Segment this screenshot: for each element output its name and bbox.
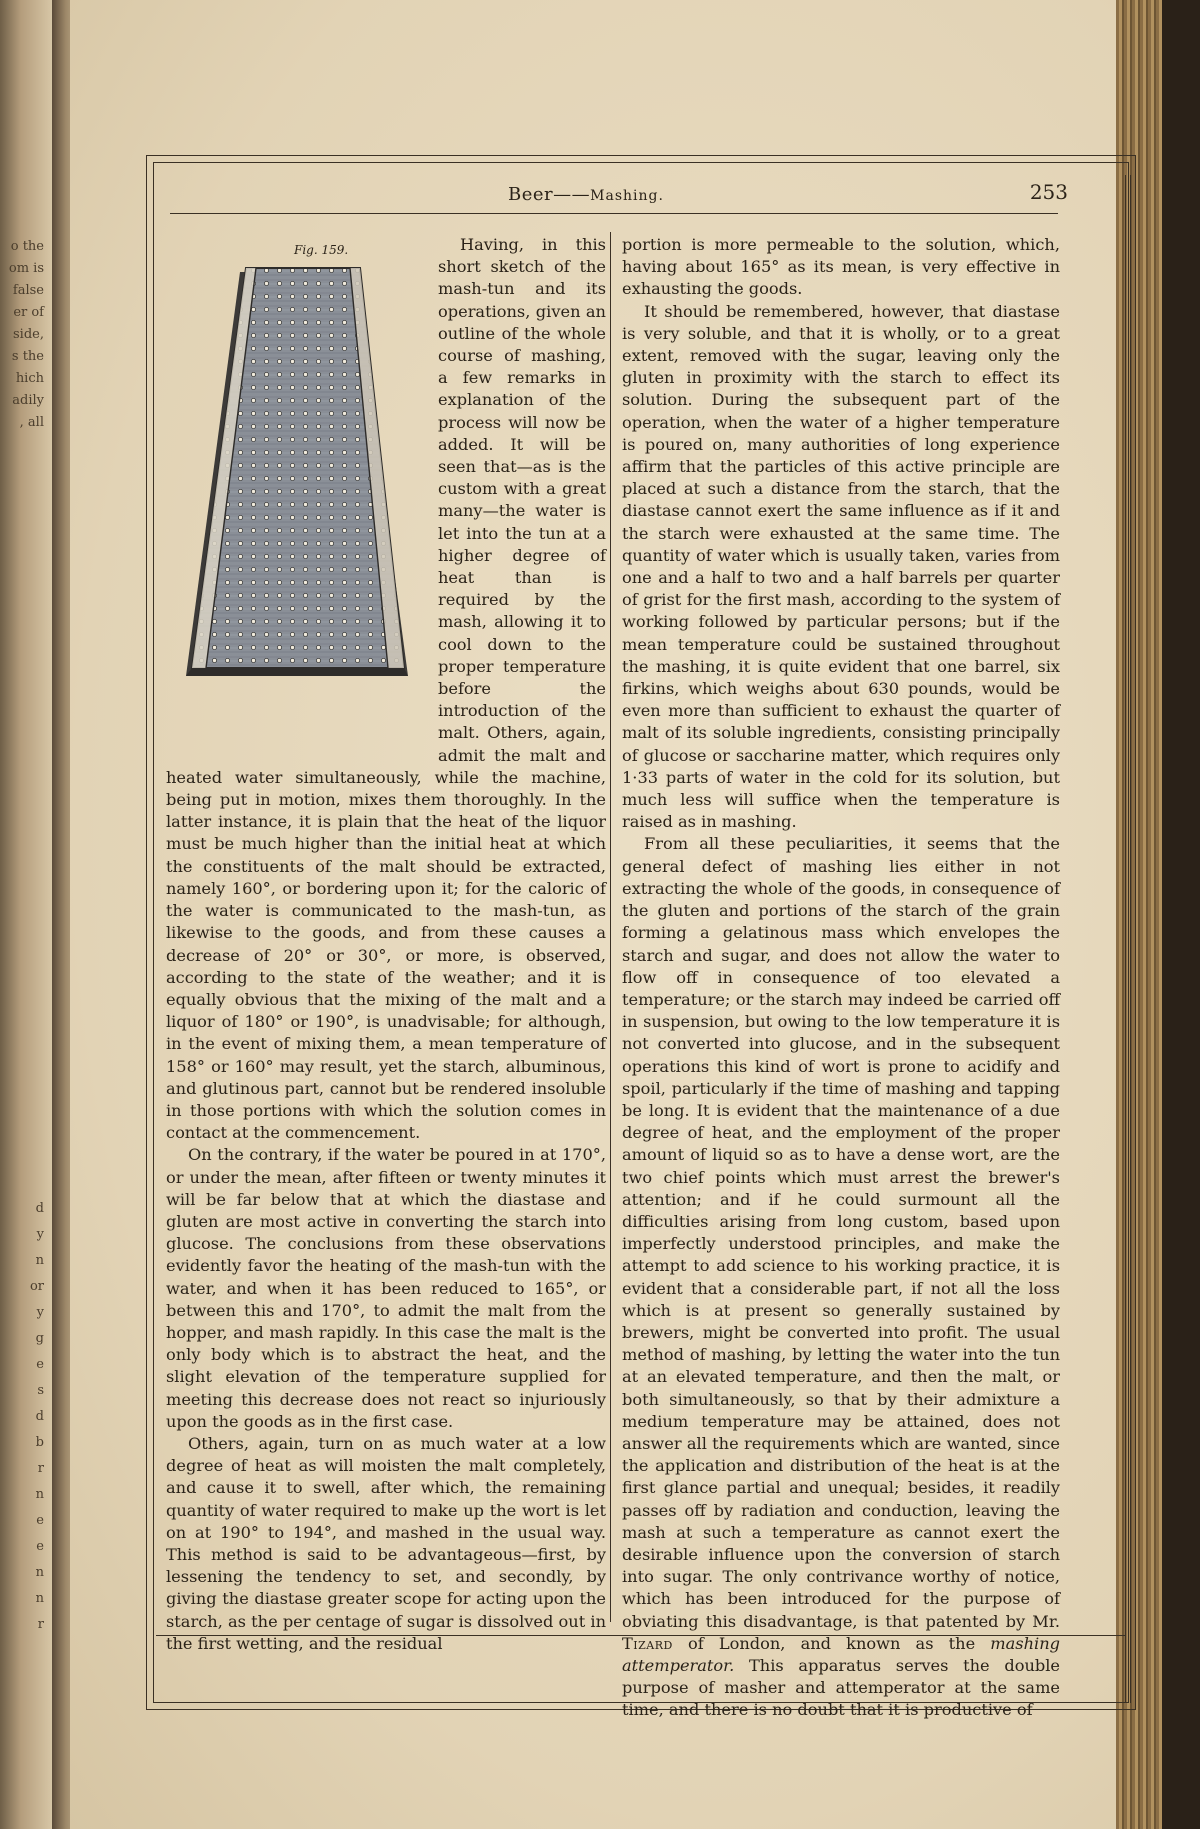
prev-fragment: d — [35, 1409, 44, 1424]
right-paragraph-1: portion is more permeable to the solution, which, having about 165° as its mean, is very effective in exhausting the goods. — [622, 235, 1060, 299]
prev-fragment: side, — [13, 327, 44, 342]
column-divider — [610, 232, 611, 1622]
left-column — [166, 234, 606, 1655]
left-paragraph-2: On the contrary, if the water be poured in at 170°, or under the mean, after fifteen or twenty minutes it will be far below that at which the diastase and gluten are most active in converting the starch into glucose. The conclusions from these observations evidently favor the heating of the mash-tun with the water, and when it has been reduced to 165°, or between this and 170°, to admit the malt from the hopper, and mash rapidly. In this case the malt is the only body which is to abstract the heat, and the slight elevation of the temperature supplied for meeting this decrease does not react so injuriously upon the goods as in the first case. — [166, 1145, 606, 1431]
prev-fragment: n — [35, 1591, 44, 1606]
prev-fragment: s the — [11, 349, 44, 364]
right-paragraph-3-text-c: This apparatus serves the double purpose of masher and attemperator at the same time, and there is no doubt that it is productive of — [622, 1656, 1060, 1720]
prev-fragment: o the — [10, 239, 44, 254]
prev-fragment: d — [35, 1201, 44, 1216]
prev-fragment: s — [37, 1383, 44, 1398]
prev-fragment: e — [36, 1513, 44, 1528]
figure-label: Fig. 159. — [294, 243, 349, 257]
running-title-mashing: Mashing. — [590, 188, 664, 204]
right-paragraph-3-text-b: of London, and known as the — [672, 1633, 991, 1653]
left-paragraph-3: Others, again, turn on as much water at a low degree of heat as will moisten the malt completely, and cause it to swell, after which, the remaining quantity of water required to make up the wort is let on at 190° to 194°, and mashed in the usual way. This method is said to be advantageous—first, by lessening the tendency to set, and secondly, by giving the diastase greater scope for acting upon the starch, as the per centage of sugar is dissolved out in the first wetting, and the residual — [166, 1433, 606, 1653]
prev-fragment: g — [35, 1331, 44, 1346]
patentee-name: Tizard — [622, 1633, 673, 1653]
prev-fragment: er of — [13, 305, 44, 320]
right-paragraph-2: It should be remembered, however, that diastase is very soluble, and that it is wholly, or to a great extent, removed with the sugar, leaving only the gluten in proximity with the starch to effect its solution. During the subsequent part of the operation, when the water of a higher temperature is poured on, many authorities of long experience affirm that the particles of this active principle are placed at such a distance from the starch, that the diastase cannot exert the same influence as if it and the starch were exhausted at the same time. The quantity of water which is usually taken, varies from one and a half to two and a half barrels per quarter of grist for the first mash, according to the system of working followed by particular persons; but if the mean temperature could be sustained throughout the mashing, it is quite evident that one barrel, six firkins, which weighs about 630 pounds, would be even more than sufficient to exhaust the quarter of malt of its soluble ingredients, consisting principally of glucose or saccharine matter, which requires only 1·33 parts of water in the cold for its solution, but much less will suffice when the temperature is raised as in mashing. — [622, 301, 1060, 832]
page-border-right-rule — [1125, 175, 1131, 1703]
prev-fragment: n — [35, 1565, 44, 1580]
prev-fragment: adily — [12, 393, 44, 408]
prev-fragment: y — [36, 1227, 44, 1242]
book-page — [70, 0, 1162, 1829]
prev-fragment: , all — [19, 415, 44, 430]
prev-fragment: or — [29, 1279, 44, 1294]
running-title-beer: Beer — [508, 184, 554, 205]
left-paragraph-1: Having, in this short sketch of the mash-tun and its operations, given an outline of the whole course of mashing, a few remarks in explanation of the process will now be added. It will be seen that—as is the custom with a great many—the water is let into the tun at a higher degree of heat than is required by the mash, allowing it to cool down to the proper temperature before the introduction of the malt. Others, again, admit the malt and heated water simultaneously, while the machine, being put in motion, mixes them thoroughly. In the latter instance, it is plain that the heat of the liquor must be much higher than the initial heat at which the constituents of the malt should be extracted, namely 160°, or bordering upon it; for the caloric of the water is communicated to the mash-tun, as likewise to the goods, and from these causes a decrease of 20° or 30°, or more, is observed, according to the state of the weather; and it is equally obvious that the mixing of the malt and a liquor of 180° or 190°, is unadvisable; for although, in the event of mixing them, a mean temperature of 158° or 160° may result, yet the starch, albuminous, and glutinous part, cannot but be rendered insoluble in those portions with which the solution comes in contact at the commencement. — [166, 235, 606, 1143]
prev-fragment: hich — [15, 371, 44, 386]
right-paragraph-3 — [622, 833, 1060, 1721]
page-number: 253 — [1029, 180, 1068, 204]
prev-fragment: y — [36, 1305, 44, 1320]
figure-159 — [166, 234, 432, 748]
prev-fragment: e — [36, 1539, 44, 1554]
prev-fragment: n — [35, 1487, 44, 1502]
right-paragraph-3-text-a: From all these peculiarities, it seems that the general defect of mashing lies either in not extracting the whole of the goods, in consequence of the gluten and portions of the starch of the grain forming a gelatinous mass which envelopes the starch and sugar, and does not allow the water to flow off in consequence of too elevated a temperature; or the starch may indeed be carried off in suspension, but owing to the low temperature it is not converted into glucose, and in the subsequent operations this kind of wort is prone to acidify and spoil, particularly if the time of mashing and tapping be long. It is evident that the maintenance of a due degree of heat, and the employment of the proper amount of liquid so as to have a dense wort, are the two chief points which must arrest the brewer's attention; and if he could surmount all the difficulties arising from long custom, based upon imperfectly understood principles, and make the attempt to add science to his working practice, it is evident that a considerable part, if not all the loss which is at present so generally sustained by brewers, might be converted into profit. The usual method of mashing, by letting the water into the tun at an elevated temperature, and then the malt, or both simultaneously, so that by their admixture a medium temperature may be attained, does not answer all the requirements which are wanted, since the application and distribution of the heat is at the first glance partial and unequal; besides, it readily passes off by radiation and conduction, leaving the mash at such a temperature as cannot exert the desirable influence upon the conversion of starch into sugar. The only contrivance worthy of notice, which has been introduced for the purpose of obviating this disadvantage, is that patented by Mr. — [622, 834, 1060, 1631]
prev-fragment: r — [37, 1461, 44, 1476]
running-title — [508, 184, 664, 205]
prev-fragment: false — [12, 283, 44, 298]
apparatus-name: mashing attemperator. — [622, 1633, 1060, 1675]
prev-fragment: r — [37, 1617, 44, 1632]
perforated-plate-icon — [182, 264, 412, 684]
prev-fragment: om is — [8, 261, 44, 276]
header-rule — [170, 213, 1058, 214]
right-column — [622, 234, 1060, 1722]
prev-fragment: n — [35, 1253, 44, 1268]
running-title-separator: —— — [553, 184, 591, 205]
prev-fragment: e — [36, 1357, 44, 1372]
prev-fragment: b — [35, 1435, 44, 1450]
running-header — [168, 180, 1068, 216]
previous-page-edge — [0, 0, 52, 1829]
